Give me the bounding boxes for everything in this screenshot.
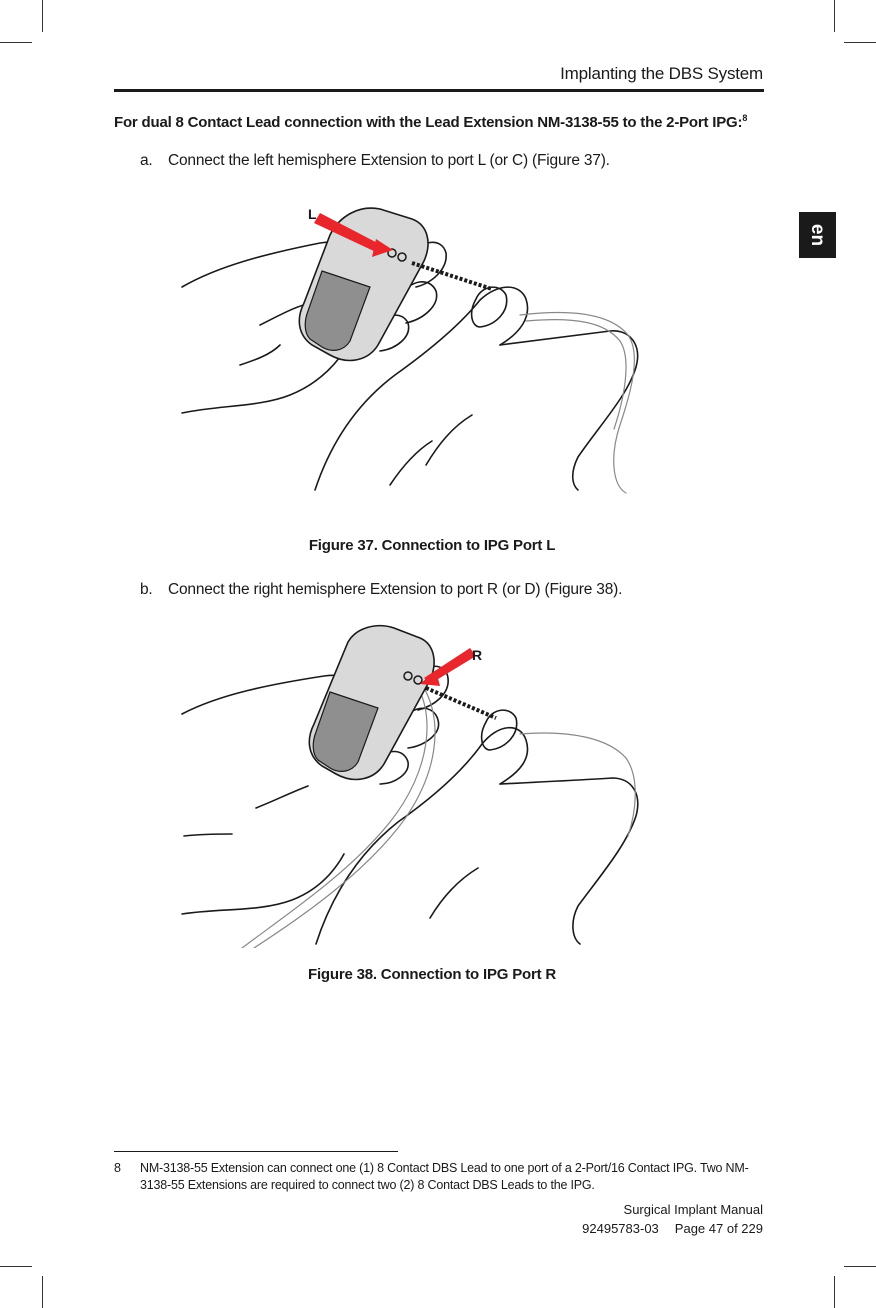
crop-mark [834, 0, 835, 32]
footnote-number: 8 [114, 1161, 121, 1175]
port-label: L [308, 206, 317, 222]
crop-mark [0, 1266, 32, 1267]
ipg-device [309, 626, 434, 780]
footer-manual-title: Surgical Implant Manual [623, 1202, 763, 1217]
ipg-device [299, 208, 428, 360]
crop-mark [844, 1266, 876, 1267]
crop-mark [834, 1276, 835, 1308]
left-hand-lower [182, 854, 344, 914]
figure-38-caption: Figure 38. Connection to IPG Port R [307, 966, 556, 983]
step-text: Connect the left hemisphere Extension to port L (or C) (Figure 37). [168, 152, 610, 169]
crop-mark [844, 42, 876, 43]
running-header: Implanting the DBS System [560, 64, 763, 83]
extension-connector [426, 688, 496, 718]
language-tab: en [799, 212, 836, 258]
step-letter: a. [140, 152, 153, 169]
footer-doc-number: 92495783-03 [582, 1221, 659, 1236]
step-b [140, 581, 622, 599]
figure-37-caption: Figure 37. Connection to IPG Port L [308, 537, 556, 554]
crop-mark [42, 0, 43, 32]
crop-mark [0, 42, 32, 43]
footnote-rule [114, 1151, 398, 1152]
figure-37-illustration [180, 195, 685, 495]
section-heading: For dual 8 Contact Lead connection with the Lead Extension NM-3138-55 to the 2-Port IPG:$^8$ [114, 113, 748, 131]
footnote [114, 1160, 760, 1194]
footer-page-number: Page 47 of 229 [674, 1221, 763, 1236]
port-label: R [472, 647, 483, 663]
footnote-reference: 8 [742, 113, 748, 123]
left-hand-lower [182, 357, 340, 413]
step-a [140, 152, 610, 170]
figure-38-illustration [180, 622, 685, 948]
footer-page-info [582, 1221, 763, 1236]
footnote-text: NM-3138-55 Extension can connect one (1) 8 Contact DBS Lead to one port of a 2-Port/16 Contact IPG. Two NM-3138-55 Extensions are required to connect two (2) 8 Contact DBS Leads to the IPG. [140, 1161, 749, 1192]
step-text: Connect the right hemisphere Extension to port R (or D) (Figure 38). [168, 581, 623, 598]
crop-mark [42, 1276, 43, 1308]
step-letter: b. [140, 581, 153, 598]
header-rule [114, 89, 764, 92]
